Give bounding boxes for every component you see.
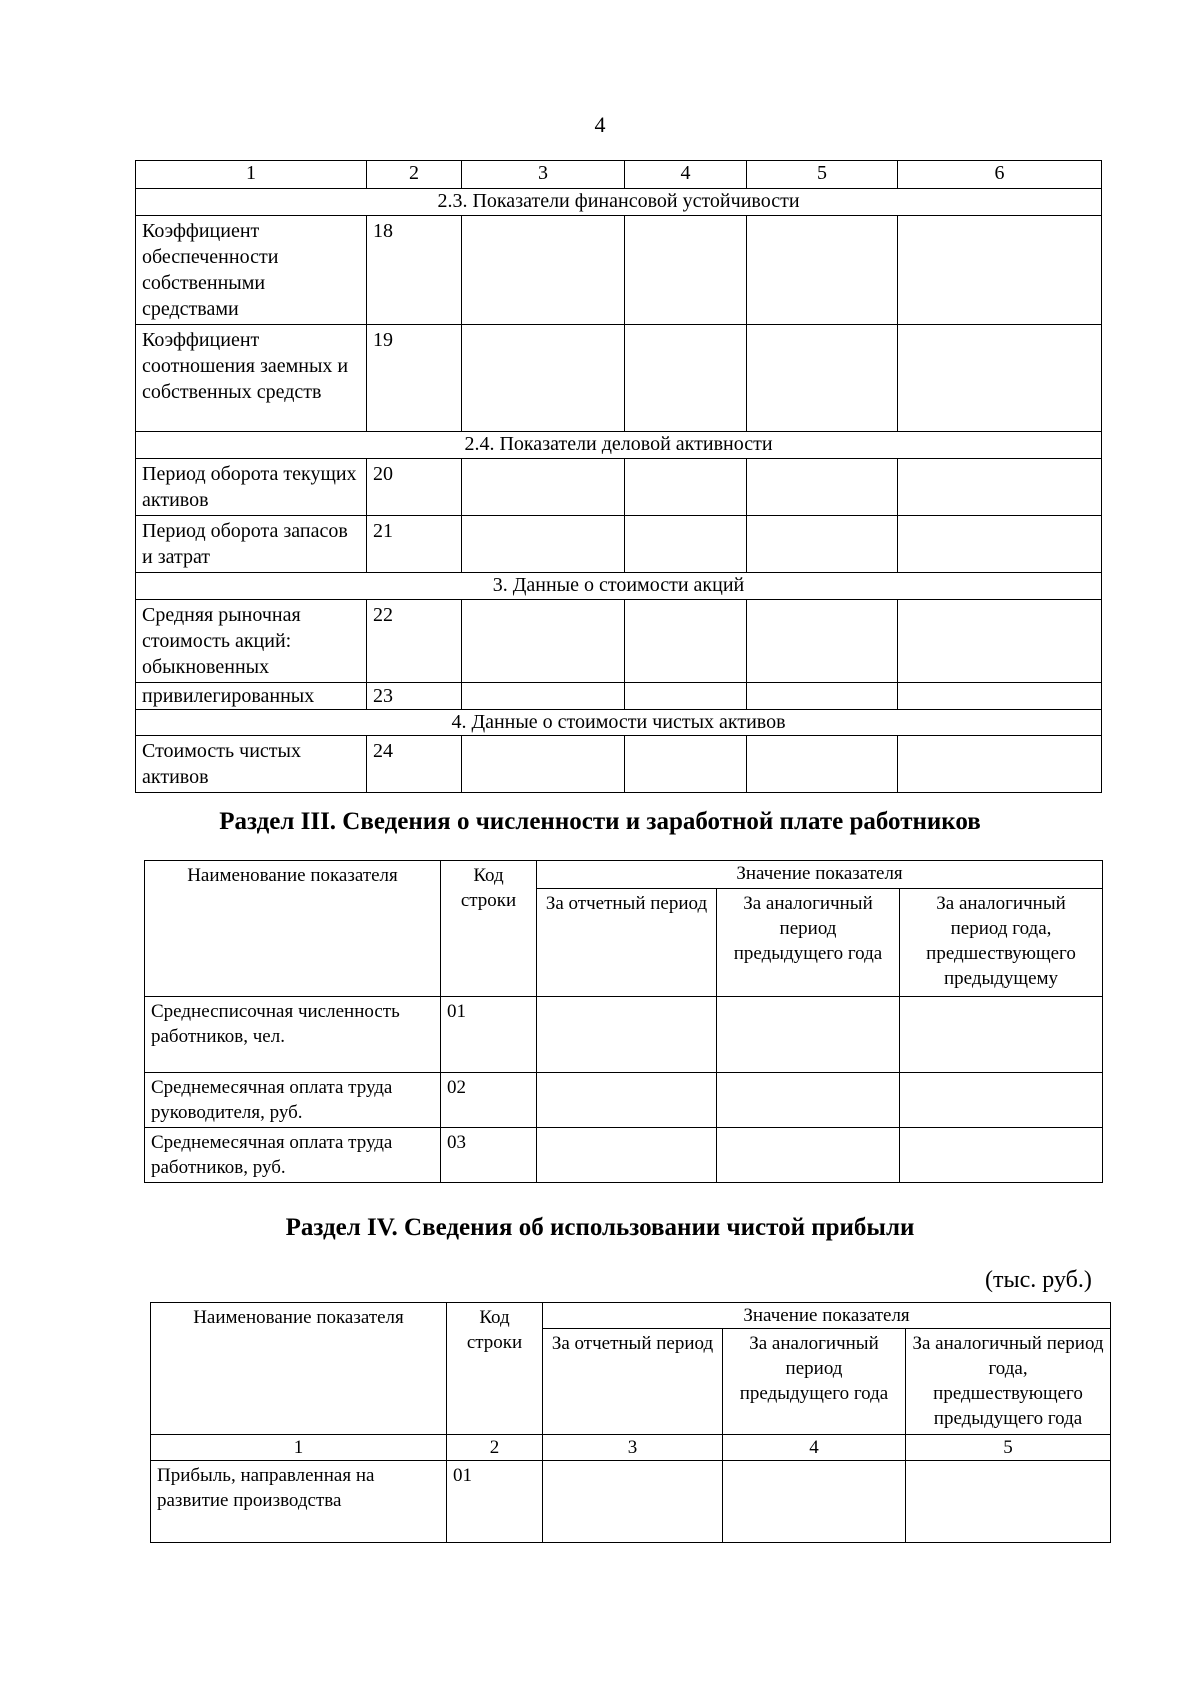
- table-row: [151, 1461, 1111, 1543]
- value-cell: [462, 216, 625, 325]
- col-code-header: Код строки: [441, 861, 537, 997]
- value-cell: [898, 736, 1102, 793]
- row-label: Коэффициент соотношения заемных и собственных средств: [136, 325, 367, 432]
- row-label: Период оборота запасов и затрат: [136, 516, 367, 573]
- table-row: [145, 997, 1103, 1073]
- value-cell: [747, 216, 898, 325]
- indicators-table: [135, 160, 1102, 793]
- row-code: 22: [367, 600, 462, 683]
- table-row: [136, 600, 1102, 683]
- value-cell: [898, 516, 1102, 573]
- value-cell: [900, 1128, 1103, 1183]
- row-label: Среднемесячная оплата труда работников, руб.: [145, 1128, 441, 1183]
- value-cell: [625, 516, 747, 573]
- value-cell: [747, 325, 898, 432]
- col-number-2: 2: [447, 1435, 543, 1461]
- col-prev2-header: За аналогичный период года, предшествующего предыдущего года: [906, 1329, 1111, 1435]
- section-share-value: 3. Данные о стоимости акций: [136, 573, 1102, 600]
- col-header-5: 5: [747, 161, 898, 189]
- col-prev-header: За аналогичный период предыдущего года: [717, 889, 900, 997]
- col-value-header: Значение показателя: [537, 861, 1103, 889]
- section-net-assets: 4. Данные о стоимости чистых активов: [136, 710, 1102, 736]
- table-row: [136, 325, 1102, 432]
- value-cell: [462, 683, 625, 710]
- value-cell: [625, 459, 747, 516]
- value-cell: [537, 1128, 717, 1183]
- col-value-header: Значение показателя: [543, 1303, 1111, 1329]
- col-prev2-header: За аналогичный период года, предшествующего предыдущему: [900, 889, 1103, 997]
- row-label: Прибыль, направленная на развитие производства: [151, 1461, 447, 1543]
- value-cell: [625, 216, 747, 325]
- value-cell: [717, 997, 900, 1073]
- col-header-1: 1: [136, 161, 367, 189]
- table-row: [145, 1073, 1103, 1128]
- employees-table: [144, 860, 1103, 1183]
- value-cell: [898, 459, 1102, 516]
- value-cell: [723, 1461, 906, 1543]
- value-cell: [625, 325, 747, 432]
- table-row: [136, 683, 1102, 710]
- row-label: привилегированных: [136, 683, 367, 710]
- value-cell: [747, 600, 898, 683]
- value-cell: [898, 325, 1102, 432]
- col-header-2: 2: [367, 161, 462, 189]
- row-code: 19: [367, 325, 462, 432]
- table-row: [136, 516, 1102, 573]
- value-cell: [900, 1073, 1103, 1128]
- row-code: 02: [441, 1073, 537, 1128]
- table-row: [145, 1128, 1103, 1183]
- value-cell: [537, 997, 717, 1073]
- value-cell: [906, 1461, 1111, 1543]
- row-label: Средняя рыночная стоимость акций: обыкновенных: [136, 600, 367, 683]
- row-code: 21: [367, 516, 462, 573]
- value-cell: [462, 325, 625, 432]
- value-cell: [898, 216, 1102, 325]
- col-number-5: 5: [906, 1435, 1111, 1461]
- value-cell: [462, 516, 625, 573]
- value-cell: [462, 736, 625, 793]
- value-cell: [625, 600, 747, 683]
- value-cell: [717, 1128, 900, 1183]
- value-cell: [717, 1073, 900, 1128]
- table-row: [136, 736, 1102, 793]
- row-code: 24: [367, 736, 462, 793]
- section-business-activity: 2.4. Показатели деловой активности: [136, 432, 1102, 459]
- col-header-6: 6: [898, 161, 1102, 189]
- row-code: 03: [441, 1128, 537, 1183]
- value-cell: [625, 683, 747, 710]
- row-label: Коэффициент обеспеченности собственными средствами: [136, 216, 367, 325]
- col-number-1: 1: [151, 1435, 447, 1461]
- value-cell: [543, 1461, 723, 1543]
- col-current-header: За отчетный период: [543, 1329, 723, 1435]
- table-row: [136, 216, 1102, 325]
- col-number-3: 3: [543, 1435, 723, 1461]
- col-name-header: Наименование показателя: [145, 861, 441, 997]
- value-cell: [462, 459, 625, 516]
- section4-title: Раздел IV. Сведения об использовании чистой прибыли: [285, 1214, 915, 1241]
- value-cell: [898, 600, 1102, 683]
- col-code-header: Код строки: [447, 1303, 543, 1435]
- row-code: 20: [367, 459, 462, 516]
- row-code: 01: [447, 1461, 543, 1543]
- row-label: Среднемесячная оплата труда руководителя, руб.: [145, 1073, 441, 1128]
- col-number-4: 4: [723, 1435, 906, 1461]
- value-cell: [898, 683, 1102, 710]
- value-cell: [537, 1073, 717, 1128]
- page-number: 4: [594, 112, 606, 137]
- net-profit-table: [150, 1302, 1111, 1543]
- value-cell: [747, 516, 898, 573]
- row-label: Среднесписочная численность работников, чел.: [145, 997, 441, 1073]
- row-code: 23: [367, 683, 462, 710]
- section3-title: Раздел III. Сведения о численности и заработной плате работников: [219, 808, 981, 835]
- section-financial-stability: 2.3. Показатели финансовой устойчивости: [136, 189, 1102, 216]
- value-cell: [462, 600, 625, 683]
- table-row: [136, 459, 1102, 516]
- col-header-3: 3: [462, 161, 625, 189]
- value-cell: [747, 736, 898, 793]
- row-code: 01: [441, 997, 537, 1073]
- col-name-header: Наименование показателя: [151, 1303, 447, 1435]
- value-cell: [747, 683, 898, 710]
- col-header-4: 4: [625, 161, 747, 189]
- value-cell: [747, 459, 898, 516]
- col-current-header: За отчетный период: [537, 889, 717, 997]
- value-cell: [900, 997, 1103, 1073]
- row-code: 18: [367, 216, 462, 325]
- unit-label: (тыс. руб.): [985, 1267, 1092, 1293]
- value-cell: [625, 736, 747, 793]
- row-label: Стоимость чистых активов: [136, 736, 367, 793]
- col-prev-header: За аналогичный период предыдущего года: [723, 1329, 906, 1435]
- row-label: Период оборота текущих активов: [136, 459, 367, 516]
